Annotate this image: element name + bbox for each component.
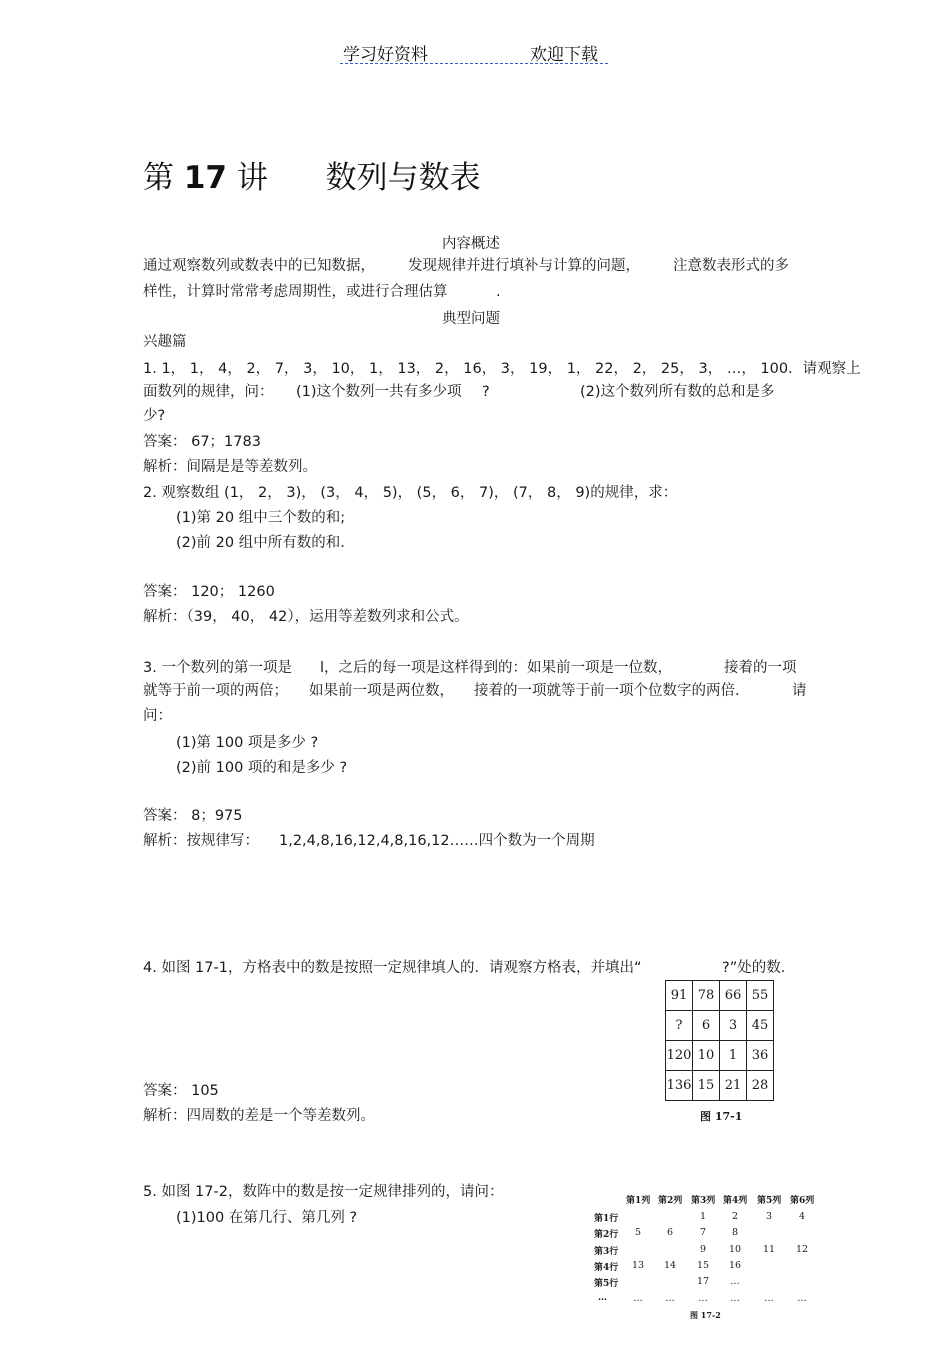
figure-17-2-cell: 5 [634, 1227, 642, 1238]
figure-17-2-cell: 1 [699, 1211, 707, 1222]
q3-analysis-label: 解析：按规律写： [143, 833, 259, 849]
header-divider [340, 63, 608, 64]
figure-17-2-row-label: 第3行 [594, 1247, 619, 1257]
q3-line2d: 请 [792, 683, 807, 699]
figure-17-2-cell: 3 [765, 1211, 773, 1222]
title-number: 17 [183, 160, 227, 196]
figure-17-2-row-label: 第2行 [594, 1230, 619, 1240]
figure-17-1-grid [665, 980, 774, 1101]
q1-line1: 1. 1， 1， 4， 2， 7， 3， 10， 1， 13， 2， 16， 3， 19， 1， 22， 2， 25， 3， …， 100．请观察上 [143, 361, 861, 377]
figure-17-2-caption: 图 17-2 [690, 1310, 721, 1320]
grid-cell: ? [666, 1011, 693, 1041]
q3-line1a: 3. 一个数列的第一项是 [143, 660, 292, 676]
figure-17-2-cell: 2 [731, 1211, 739, 1222]
figure-17-2-col-header: 第1列 [626, 1196, 651, 1206]
grid-row [666, 1041, 774, 1071]
q1-answer: 答案： 67；1783 [143, 434, 261, 450]
title-prefix: 第 [143, 160, 174, 196]
figure-17-2-cell: 6 [666, 1227, 674, 1238]
q4-line1a: 4. 如图 17-1，方格表中的数是按照一定规律填人的．请观察方格表，并填出“ [143, 960, 642, 976]
grid-row [666, 1011, 774, 1041]
q3-line3: 问： [143, 708, 172, 724]
figure-17-2-row-label: 第5行 [594, 1279, 619, 1289]
figure-17-2-cell: 13 [631, 1260, 645, 1271]
overview-line1b: 发现规律并进行填补与计算的问题， [408, 258, 640, 274]
figure-17-2-row-label: 第1行 [594, 1214, 619, 1224]
q1-line3: 少? [143, 408, 166, 424]
grid-cell: 136 [666, 1071, 693, 1101]
figure-17-2-cell: 11 [762, 1244, 776, 1255]
figure-17-1-caption: 图 17-1 [700, 1110, 743, 1123]
figure-17-2-cell: 16 [728, 1260, 742, 1271]
grid-cell: 78 [693, 981, 720, 1011]
figure-17-2-cell: … [730, 1293, 740, 1304]
page-title [143, 152, 481, 197]
q1-line2a: 面数列的规律，问： [143, 384, 274, 400]
figure-17-2-cell: … [797, 1293, 807, 1304]
overview-line2-end: . [496, 284, 501, 300]
q3-sub2: (2)前 100 项的和是多少 ? [176, 760, 348, 776]
q1-analysis: 解析：间隔是是等差数列。 [143, 459, 317, 475]
q2-analysis: 解析：（39， 40， 42），运用等差数列求和公式。 [143, 609, 469, 625]
figure-17-2-col-header: 第5列 [757, 1196, 782, 1206]
figure-17-2-col-header: 第4列 [723, 1196, 748, 1206]
typical-heading: 典型问题 [442, 311, 500, 327]
q3-line2b: 如果前一项是两位数， [309, 683, 454, 699]
figure-17-2-cell: 15 [696, 1260, 710, 1271]
figure-17-2-cell: … [764, 1293, 774, 1304]
grid-row [666, 1071, 774, 1101]
q1-line2d: (2)这个数列所有数的总和是多 [580, 384, 775, 400]
q2-sub2: (2)前 20 组中所有数的和. [176, 535, 345, 551]
section-label: 兴趣篇 [143, 334, 187, 350]
grid-cell: 36 [747, 1041, 774, 1071]
q3-line2c: 接着的一项就等于前一项个位数字的两倍. [474, 683, 740, 699]
grid-cell: 120 [666, 1041, 693, 1071]
figure-17-2-cell: 4 [798, 1211, 806, 1222]
figure-17-2-cell: 7 [699, 1227, 707, 1238]
q3-line1c: 接着的一项 [724, 660, 797, 676]
q2-line1: 2. 观察数组 (1， 2， 3)， (3， 4， 5)， (5， 6， 7)， (7， 8， 9)的规律，求： [143, 485, 678, 501]
figure-17-2-cell: … [730, 1276, 740, 1287]
q2-answer: 答案： 120； 1260 [143, 584, 275, 600]
title-name: 数列与数表 [325, 160, 481, 196]
grid-cell: 3 [720, 1011, 747, 1041]
figure-17-2-col-header: 第3列 [691, 1196, 716, 1206]
figure-17-2-cell: … [633, 1293, 643, 1304]
figure-17-2-cell: … [698, 1293, 708, 1304]
overview-line2: 样性，计算时常常考虑周期性，或进行合理估算 [143, 284, 448, 300]
grid-cell: 15 [693, 1071, 720, 1101]
grid-cell: 55 [747, 981, 774, 1011]
q5-line1: 5. 如图 17-2，数阵中的数是按一定规律排列的，请问： [143, 1184, 504, 1200]
q5-sub1: (1)100 在第几行、第几列 ? [176, 1210, 358, 1226]
grid-cell: 21 [720, 1071, 747, 1101]
overview-heading: 内容概述 [442, 236, 500, 252]
figure-17-2-row-label: 第4行 [594, 1263, 619, 1273]
figure-17-2-cell: 10 [728, 1244, 742, 1255]
figure-17-2-col-header: 第2列 [658, 1196, 683, 1206]
q3-line1b: l，之后的每一项是这样得到的：如果前一项是一位数， [320, 660, 673, 676]
grid-cell: 1 [720, 1041, 747, 1071]
header-right: 欢迎下载 [530, 45, 598, 65]
overview-line1a: 通过观察数列或数表中的已知数据， [143, 258, 375, 274]
q2-sub1: (1)第 20 组中三个数的和; [176, 510, 346, 526]
figure-17-2-cell: 12 [795, 1244, 809, 1255]
title-suffix: 讲 [236, 160, 268, 196]
q4-line1b: ?”处的数. [722, 960, 786, 976]
q3-answer: 答案： 8；975 [143, 808, 243, 824]
figure-17-2-cell: 8 [731, 1227, 739, 1238]
figure-17-2-row-label: … [598, 1293, 607, 1303]
grid-cell: 28 [747, 1071, 774, 1101]
q1-line2b: (1)这个数列一共有多少项 [296, 384, 462, 400]
grid-row [666, 981, 774, 1011]
grid-cell: 45 [747, 1011, 774, 1041]
q3-sub1: (1)第 100 项是多少 ? [176, 735, 319, 751]
grid-cell: 10 [693, 1041, 720, 1071]
q1-line2c: ? [482, 384, 490, 400]
figure-17-2-cell: … [665, 1293, 675, 1304]
q4-answer: 答案： 105 [143, 1083, 219, 1099]
header-left: 学习好资料 [343, 45, 428, 65]
figure-17-2-cell: 9 [699, 1244, 707, 1255]
q3-analysis-text: 1,2,4,8,16,12,4,8,16,12……四个数为一个周期 [279, 833, 595, 849]
q3-line2a: 就等于前一项的两倍； [143, 683, 288, 699]
q4-analysis: 解析：四周数的差是一个等差数列。 [143, 1108, 375, 1124]
grid-cell: 66 [720, 981, 747, 1011]
figure-17-2-col-header: 第6列 [790, 1196, 815, 1206]
grid-cell: 6 [693, 1011, 720, 1041]
figure-17-2-cell: 14 [663, 1260, 677, 1271]
figure-17-2-cell: 17 [696, 1276, 710, 1287]
overview-line1c: 注意数表形式的多 [673, 258, 789, 274]
grid-cell: 91 [666, 981, 693, 1011]
